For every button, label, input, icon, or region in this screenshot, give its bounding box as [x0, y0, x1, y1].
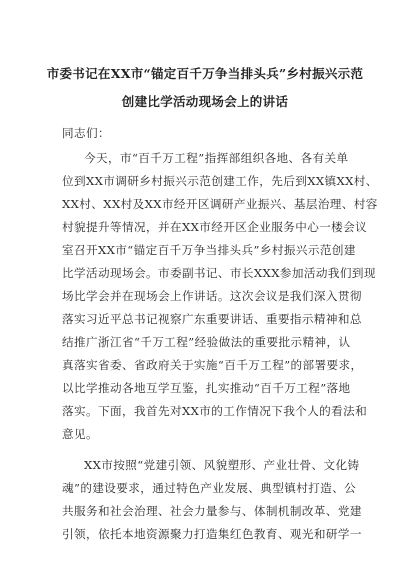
paragraph-1-line: 落实习近平总书记视察广东重要讲话、重要指示精神和总 — [62, 312, 362, 326]
document-title-line-2: 创建比学活动现场会上的讲话 — [121, 94, 289, 109]
paragraph-1-line: 意见。 — [62, 427, 98, 441]
paragraph-1-line: 场比学会并在现场会上作讲话。这次会议是我们深入贯彻 — [62, 289, 362, 303]
paragraph-1-line: XX村、XX村及XX市经开区调研产业振兴、基层治理、村容 — [62, 197, 378, 211]
paragraph-1-line: 位到XX市调研乡村振兴示范创建工作，先后到XX镇XX村、 — [62, 174, 378, 188]
salutation: 同志们： — [62, 126, 110, 140]
paragraph-1-line: 结推广浙江省“千万工程”经验做法的重要批示精神，认 — [62, 335, 351, 349]
paragraph-1-line: 以比学推动各地互学互鉴，扎实推动“百千万工程”落地 — [62, 381, 351, 395]
paragraph-1-line: 落实。下面，我首先对XX市的工作情况下我个人的看法和 — [62, 404, 368, 418]
paragraph-2-line: 魂”的建设要求，通过特色产业发展、典型镇村打造、公 — [62, 481, 357, 495]
paragraph-1-line: 比学活动现场会。市委副书记、市长XXX参加活动我们到现 — [62, 266, 376, 280]
paragraph-2-line: 共服务和社会治理、社会力量参与、体制机制改革、党建 — [62, 504, 362, 518]
paragraph-2-line: 引领，依托本地资源聚力打造集红色教育、观光和研学一 — [62, 527, 362, 541]
document-title-line-1: 市委书记在XX市“锚定百千万争当排头兵”乡村振兴示范 — [46, 66, 364, 81]
paragraph-1-line: 真落实省委、省政府关于实施“百千万工程”的部署要求， — [62, 358, 363, 372]
paragraph-1-line: 室召开XX市“锚定百千万争当排头兵”乡村振兴示范创建 — [62, 243, 356, 257]
paragraph-1-line: 今天，市“百千万工程”指挥部组织各地、各有关单 — [84, 151, 349, 165]
paragraph-2-line: XX市按照“党建引领、风貌塑形、产业壮骨、文化铸 — [84, 458, 360, 472]
paragraph-1-line: 村貌提升等情况，并在XX市经开区企业服务中心一楼会议 — [62, 220, 368, 234]
